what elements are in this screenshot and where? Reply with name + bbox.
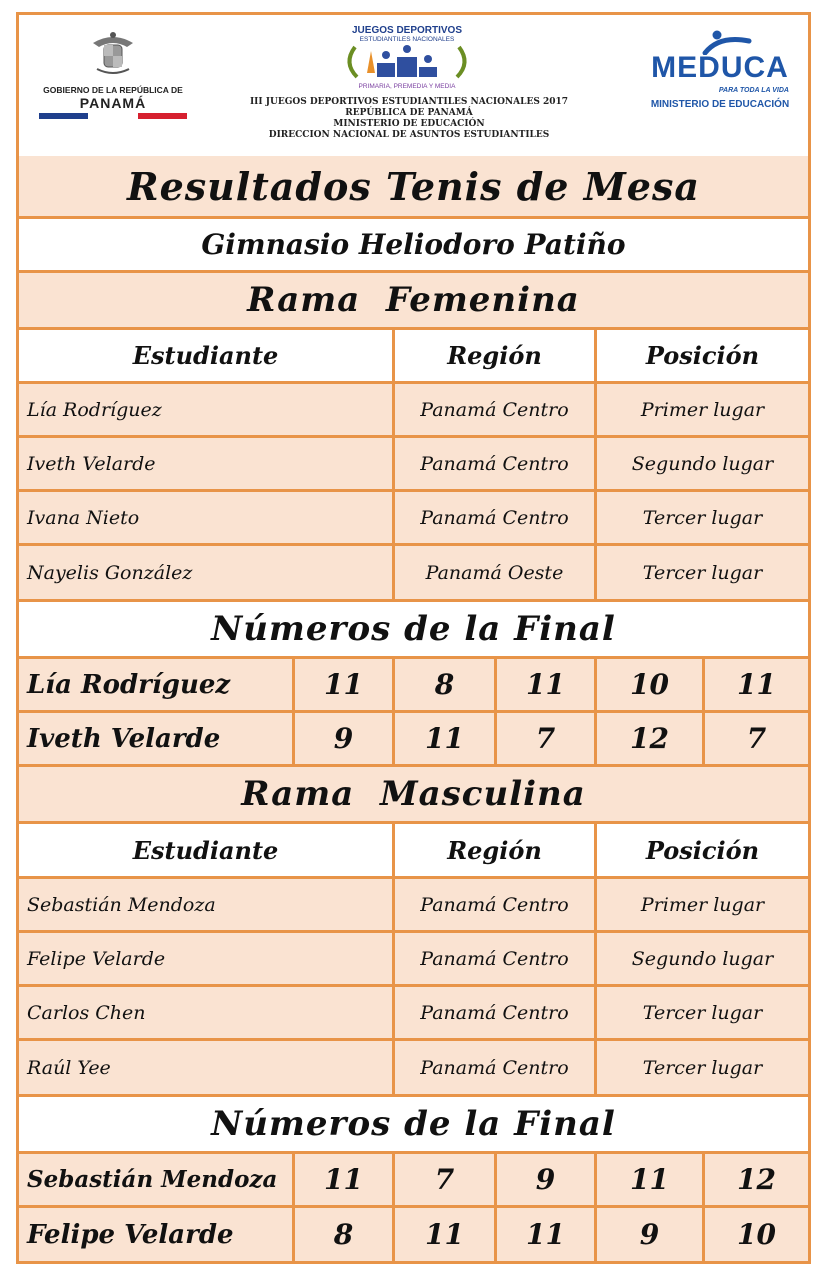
coat-of-arms-icon [87, 29, 139, 79]
student-position: Segundo lugar [631, 947, 774, 970]
meduca-tagline: PARA TODA LA VIDA [718, 87, 789, 94]
final-score-row [19, 1154, 808, 1208]
results-sheet [16, 12, 811, 1264]
student-position: Tercer lugar [642, 506, 763, 529]
student-region: Panamá Centro [420, 398, 569, 421]
final-score: 7 [702, 713, 808, 764]
event-info [249, 97, 569, 141]
femenina-section-row [19, 273, 808, 330]
student-name: Carlos Chen [27, 1001, 146, 1024]
femenina-final-title: Números de la Final [211, 609, 616, 649]
final-score: 8 [392, 659, 494, 710]
masculina-section-row [19, 767, 808, 824]
meduca-name: MEDUCA [651, 51, 789, 84]
games-logo-line-2: ESTUDIANTILES NACIONALES [359, 36, 455, 43]
student-position: Tercer lugar [642, 1001, 763, 1024]
meduca-ministry: MINISTERIO DE EDUCACIÓN [650, 99, 790, 110]
gov-line-1: GOBIERNO DE LA REPÚBLICA DE [43, 85, 183, 95]
student-name: Raúl Yee [27, 1056, 111, 1079]
table-row [19, 492, 808, 546]
final-score: 11 [392, 1208, 494, 1261]
masculina-table-header [19, 824, 808, 879]
final-score: 10 [594, 659, 702, 710]
final-score-row [19, 713, 808, 767]
final-player-name: Sebastián Mendoza [27, 1166, 278, 1193]
final-score: 11 [702, 659, 808, 710]
femenina-final-label-row [19, 602, 808, 659]
final-score-row [19, 1208, 808, 1261]
table-row [19, 438, 808, 492]
student-position: Primer lugar [640, 893, 765, 916]
title-row [19, 156, 808, 219]
event-line-3: MINISTERIO DE EDUCACIÓN [333, 119, 485, 129]
page-header [19, 15, 808, 159]
games-logo-line-1: JUEGOS DEPORTIVOS [351, 25, 463, 36]
final-score-row [19, 659, 808, 713]
government-logo [33, 29, 193, 129]
student-region: Panamá Centro [420, 1001, 569, 1024]
final-score: 7 [392, 1154, 494, 1205]
final-player-name: Felipe Velarde [27, 1219, 234, 1250]
student-region: Panamá Centro [420, 1056, 569, 1079]
final-score: 11 [292, 1154, 392, 1205]
student-region: Panamá Oeste [425, 561, 564, 584]
final-score: 9 [494, 1154, 594, 1205]
student-region: Panamá Centro [420, 506, 569, 529]
masculina-final-label-row [19, 1097, 808, 1154]
student-region: Panamá Centro [420, 452, 569, 475]
event-line-1: III JUEGOS DEPORTIVOS ESTUDIANTILES NACIONALES 2017 [249, 97, 569, 107]
header-position: Posición [645, 341, 760, 370]
final-score: 8 [292, 1208, 392, 1261]
final-score: 9 [292, 713, 392, 764]
final-score: 11 [494, 659, 594, 710]
student-position: Tercer lugar [642, 1056, 763, 1079]
final-score: 11 [494, 1208, 594, 1261]
table-row [19, 879, 808, 933]
flag-stripe [39, 113, 187, 119]
student-name: Nayelis González [27, 561, 193, 584]
final-score: 11 [392, 713, 494, 764]
table-row [19, 384, 808, 438]
final-score: 11 [594, 1154, 702, 1205]
table-row [19, 987, 808, 1041]
header-student: Estudiante [132, 835, 279, 865]
student-name: Iveth Velarde [27, 452, 156, 475]
final-score: 7 [494, 713, 594, 764]
gov-line-2: PANAMÁ [79, 95, 147, 111]
games-logo-line-3: PRIMARIA, PREMEDIA Y MEDIA [358, 83, 456, 90]
final-score: 9 [594, 1208, 702, 1261]
event-line-2: REPÚBLICA DE PANAMÁ [345, 108, 473, 118]
student-region: Panamá Centro [420, 893, 569, 916]
student-position: Segundo lugar [631, 452, 774, 475]
masculina-section-title: Rama Masculina [241, 774, 586, 814]
venue-name: Gimnasio Heliodoro Patiño [201, 228, 626, 261]
header-region: Región [447, 341, 542, 370]
header-position: Posición [645, 835, 760, 865]
student-region: Panamá Centro [420, 947, 569, 970]
student-name: Sebastián Mendoza [27, 893, 216, 916]
venue-row [19, 219, 808, 273]
meduca-logo [645, 29, 795, 119]
podium-laurel-icon [337, 43, 477, 81]
femenina-section-title: Rama Femenina [247, 280, 580, 320]
final-score: 12 [594, 713, 702, 764]
student-position: Tercer lugar [642, 561, 763, 584]
header-student: Estudiante [132, 341, 279, 370]
header-region: Región [447, 835, 542, 865]
final-player-name: Iveth Velarde [27, 723, 221, 754]
page-title: Resultados Tenis de Mesa [127, 163, 700, 209]
table-row [19, 933, 808, 987]
final-player-name: Lía Rodríguez [27, 669, 231, 700]
final-score: 11 [292, 659, 392, 710]
student-name: Lía Rodríguez [27, 398, 162, 421]
games-logo [337, 25, 477, 93]
student-position: Primer lugar [640, 398, 765, 421]
student-name: Felipe Velarde [27, 947, 166, 970]
student-name: Ivana Nieto [27, 506, 140, 529]
table-row [19, 1041, 808, 1097]
event-line-4: DIRECCION NACIONAL DE ASUNTOS ESTUDIANTILES [268, 130, 550, 140]
final-score: 10 [702, 1208, 808, 1261]
final-score: 12 [702, 1154, 808, 1205]
femenina-table-header [19, 330, 808, 384]
table-row [19, 546, 808, 602]
masculina-final-title: Números de la Final [211, 1104, 616, 1144]
